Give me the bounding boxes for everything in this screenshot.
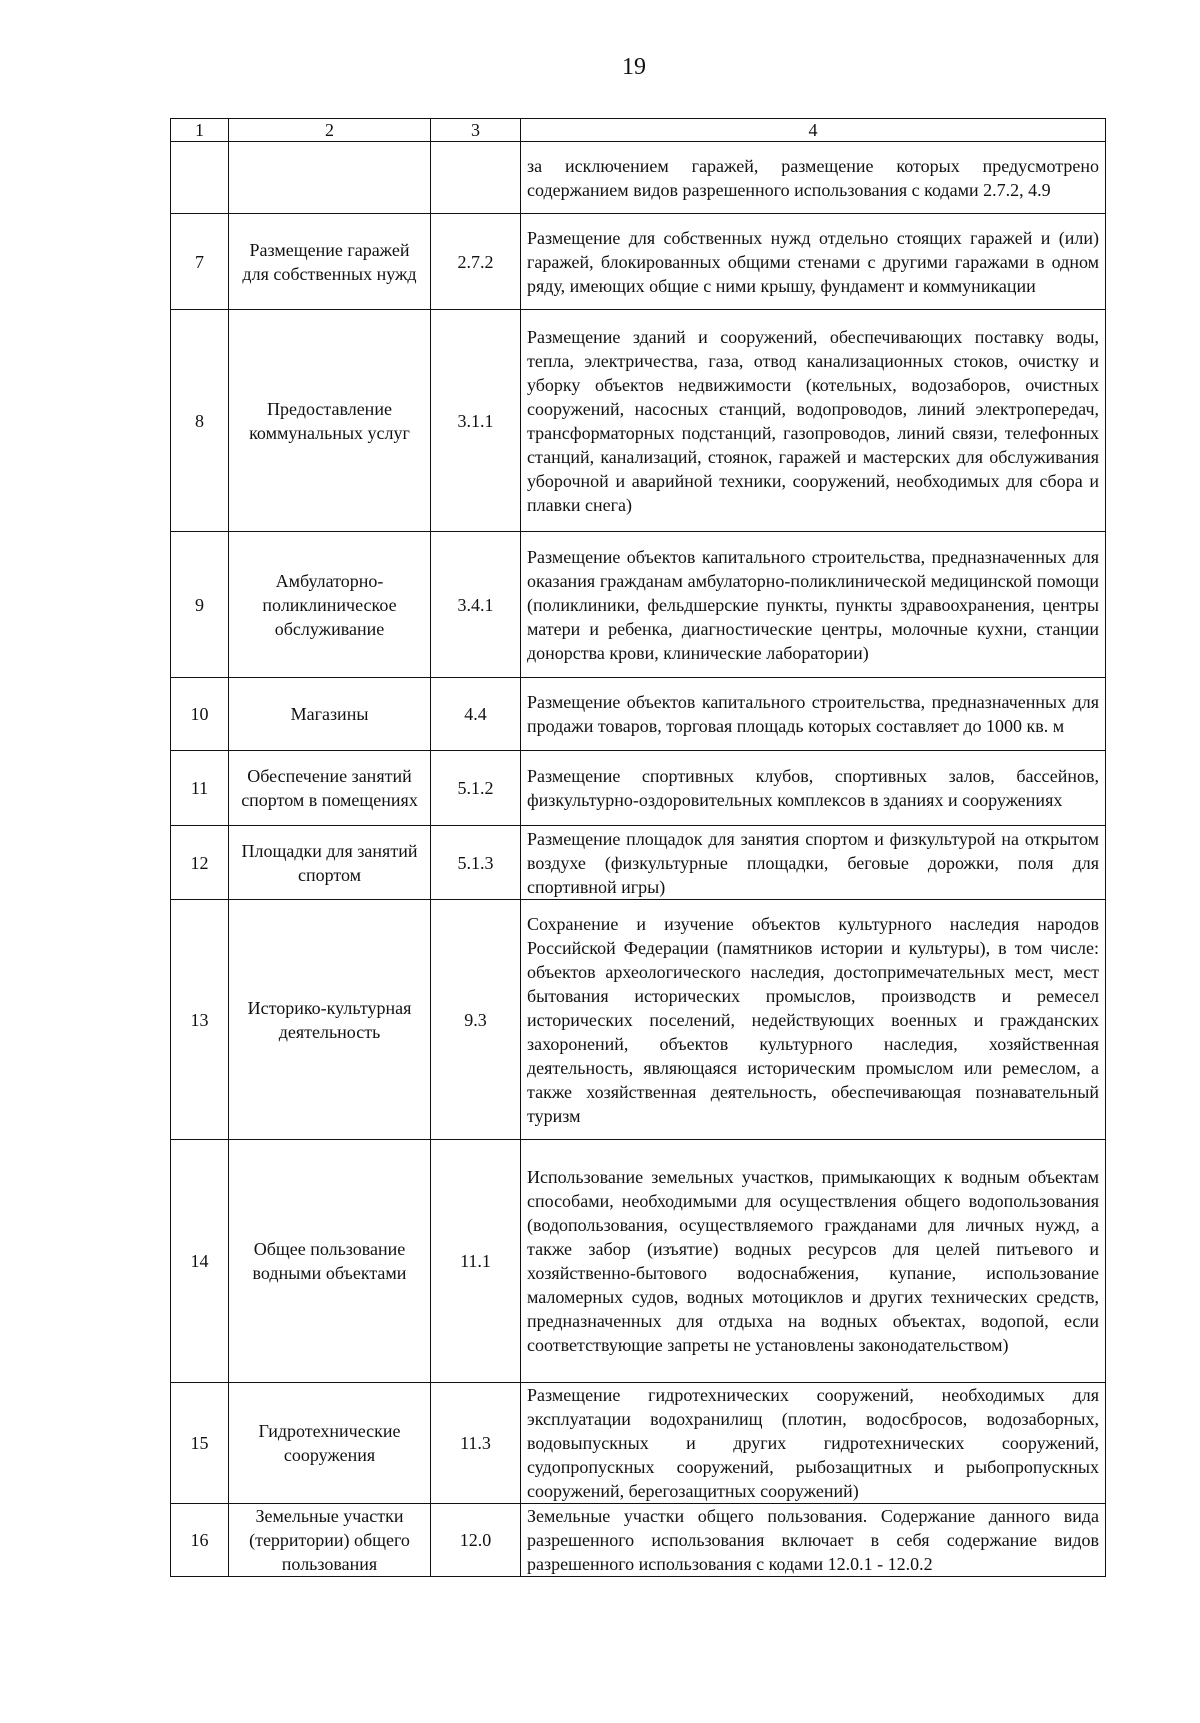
use-type-code: 9.3 [431,900,521,1140]
use-type-code: 11.3 [431,1383,521,1504]
use-type-name: Историко-культурная деятельность [229,900,431,1140]
use-type-code: 11.1 [431,1140,521,1383]
use-type-code [431,142,521,214]
use-type-code: 5.1.2 [431,751,521,826]
use-type-name: Земельные участки (территории) общего пользования [229,1504,431,1577]
use-type-code: 4.4 [431,678,521,751]
table-row [171,1140,1106,1383]
use-type-description: Размещение для собственных нужд отдельно стоящих гаражей и (или) гаражей, блокированных общими стенами с другими гаражами в одном ряду, имеющих общие с ними крышу, фундамент и коммуникации [521,214,1106,310]
table-row [171,532,1106,678]
header-col-4: 4 [521,119,1106,142]
table-row [171,678,1106,751]
row-number: 8 [171,310,229,532]
use-type-name: Обеспечение занятий спортом в помещениях [229,751,431,826]
use-type-code: 2.7.2 [431,214,521,310]
table-row [171,1504,1106,1577]
use-type-description: Размещение объектов капитального строительства, предназначенных для оказания гражданам амбулаторно-поликлинической медицинской помощи (поликлиники, фельдшерские пункты, пункты здравоохранения, центры матери и ребенка, диагностические центры, молочные кухни, станции донорства крови, клинические лаборатории) [521,532,1106,678]
use-type-name: Общее пользование водными объектами [229,1140,431,1383]
row-number: 14 [171,1140,229,1383]
row-number: 15 [171,1383,229,1504]
table-row [171,1383,1106,1504]
use-type-name: Предоставление коммунальных услуг [229,310,431,532]
table-header-row [171,119,1106,142]
use-type-code: 12.0 [431,1504,521,1577]
row-number: 16 [171,1504,229,1577]
row-number: 13 [171,900,229,1140]
use-type-code: 3.1.1 [431,310,521,532]
header-col-1: 1 [171,119,229,142]
page-number: 19 [622,54,646,80]
row-number: 12 [171,826,229,900]
land-use-table [170,118,1106,1577]
row-number: 9 [171,532,229,678]
use-type-description: Размещение объектов капитального строительства, предназначенных для продажи товаров, торговая площадь которых составляет до 1000 кв. м [521,678,1106,751]
use-type-description: Размещение зданий и сооружений, обеспечивающих поставку воды, тепла, электричества, газа, отвод канализационных стоков, очистку и уборку объектов недвижимости (котельных, водозаборов, очистных сооружений, насосных станций, водопроводов, линий электропередач, трансформаторных подстанций, газопроводов, линий связи, телефонных станций, канализаций, стоянок, гаражей и мастерских для обслуживания уборочной и аварийной техники, сооружений, необходимых для сбора и плавки снега) [521,310,1106,532]
use-type-name: Амбулаторно-поликлиническое обслуживание [229,532,431,678]
row-number: 11 [171,751,229,826]
use-type-description: за исключением гаражей, размещение которых предусмотрено содержанием видов разрешенного использования с кодами 2.7.2, 4.9 [521,142,1106,214]
header-col-2: 2 [229,119,431,142]
row-number: 7 [171,214,229,310]
use-type-description: Сохранение и изучение объектов культурного наследия народов Российской Федерации (памятников истории и культуры), в том числе: объектов археологического наследия, достопримечательных мест, мест бытования исторических промыслов, производств и ремесел исторических поселений, недействующих военных и гражданских захоронений, объектов культурного наследия, хозяйственная деятельность, являющаяся историческим промыслом или ремеслом, а также хозяйственная деятельность, обеспечивающая познавательный туризм [521,900,1106,1140]
row-number [171,142,229,214]
table-row [171,142,1106,214]
use-type-description: Размещение гидротехнических сооружений, необходимых для эксплуатации водохранилищ (плотин, водосбросов, водозаборных, водовыпускных и других гидротехнических сооружений, судопропускных сооружений, рыбозащитных и рыбопропускных сооружений, берегозащитных сооружений) [521,1383,1106,1504]
use-type-name: Размещение гаражей для собственных нужд [229,214,431,310]
use-type-description: Размещение площадок для занятия спортом и физкультурой на открытом воздухе (физкультурные площадки, беговые дорожки, поля для спортивной игры) [521,826,1106,900]
use-type-name: Магазины [229,678,431,751]
use-type-description: Размещение спортивных клубов, спортивных залов, бассейнов, физкультурно-оздоровительных комплексов в зданиях и сооружениях [521,751,1106,826]
use-type-code: 3.4.1 [431,532,521,678]
use-type-description: Земельные участки общего пользования. Содержание данного вида разрешенного использования включает в себя содержание видов разрешенного использования с кодами 12.0.1 - 12.0.2 [521,1504,1106,1577]
use-type-name: Гидротехнические сооружения [229,1383,431,1504]
table-row [171,751,1106,826]
use-type-code: 5.1.3 [431,826,521,900]
use-type-description: Использование земельных участков, примыкающих к водным объектам способами, необходимыми для осуществления общего водопользования (водопользования, осуществляемого гражданами для личных нужд, а также забор (изъятие) водных ресурсов для целей питьевого и хозяйственно-бытового водоснабжения, купание, использование маломерных судов, водных мотоциклов и других технических средств, предназначенных для отдыха на водных объектах, водопой, если соответствующие запреты не установлены законодательством) [521,1140,1106,1383]
use-type-name: Площадки для занятий спортом [229,826,431,900]
row-number: 10 [171,678,229,751]
use-type-name [229,142,431,214]
header-col-3: 3 [431,119,521,142]
table-row [171,900,1106,1140]
table-row [171,826,1106,900]
table-row [171,214,1106,310]
table-row [171,310,1106,532]
